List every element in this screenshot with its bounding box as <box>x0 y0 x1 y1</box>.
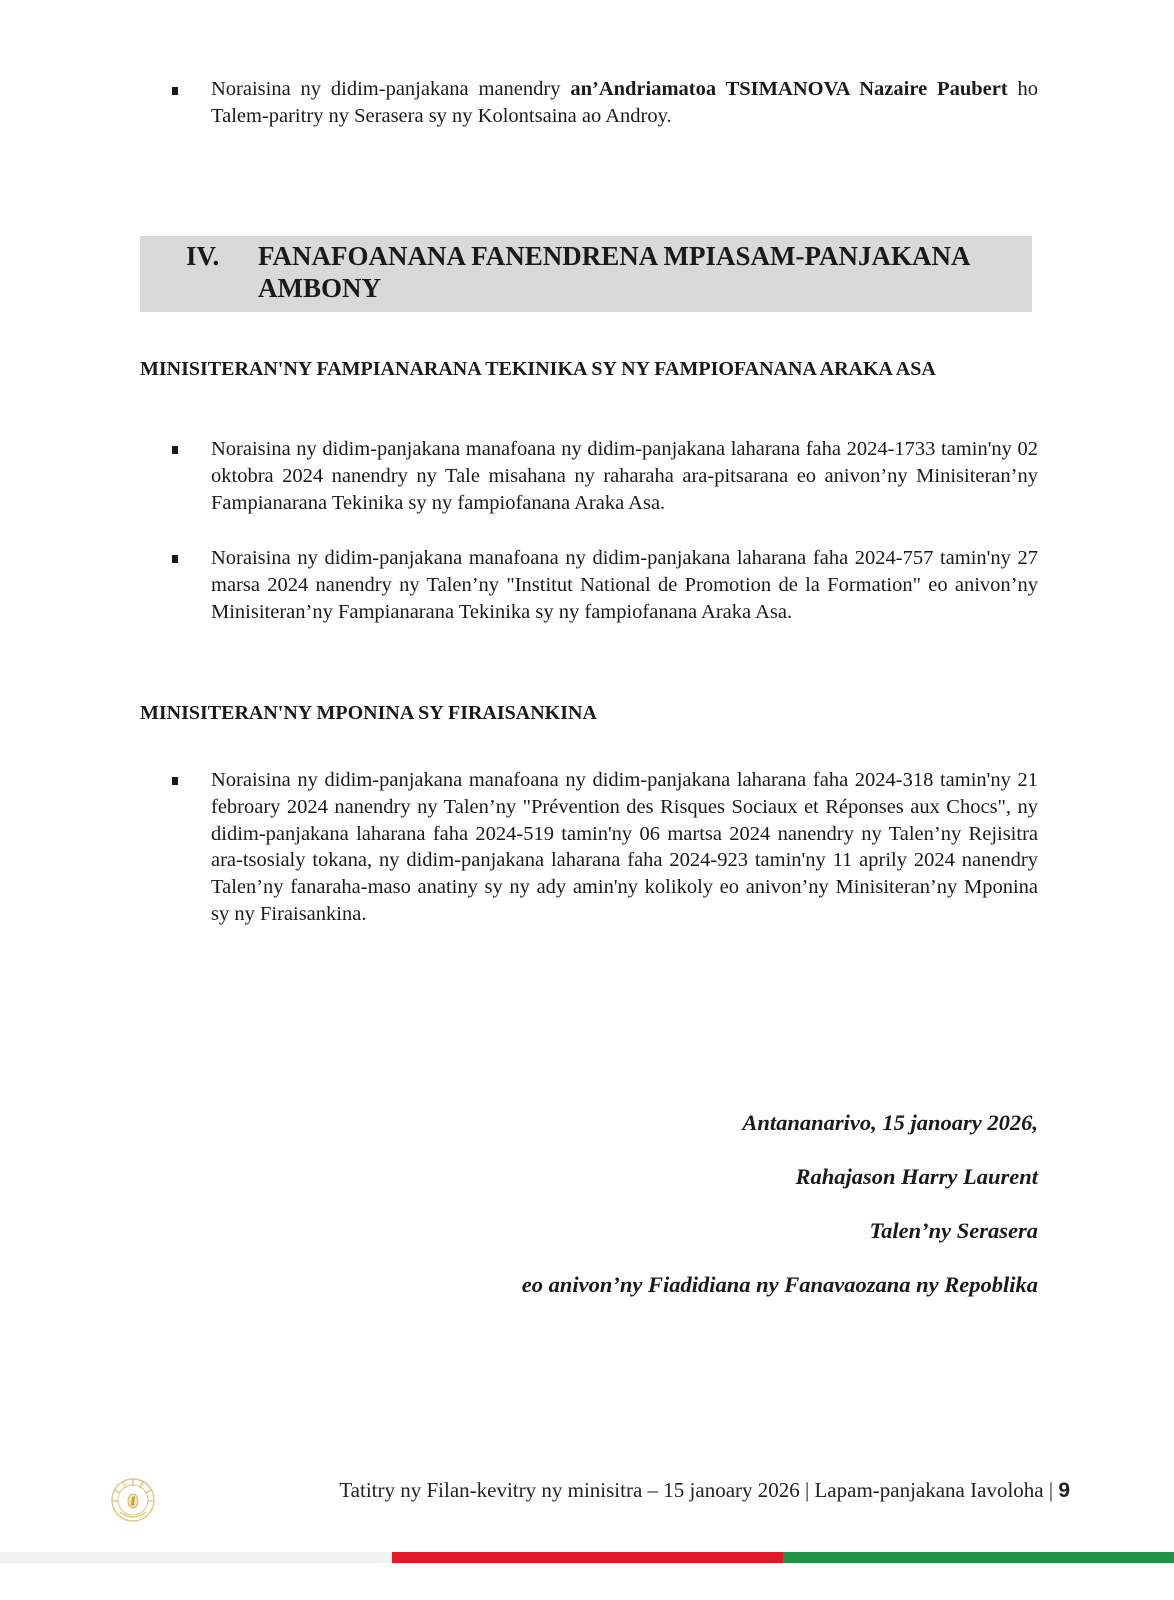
bullet-marker <box>172 87 178 95</box>
signature-title: Talen’ny Serasera <box>869 1218 1038 1243</box>
list-item: Noraisina ny didim-panjakana manafoana ny didim-panjakana laharana faha 2024-1733 tamin'ny 02 oktobra 2024 nanendry ny Tale misahana ny raharaha ara-pitsarana eo anivon’ny Minisiteran’ny Fampianarana Tekinika sy ny fampiofanana Araka Asa. <box>211 438 1038 514</box>
intro-bullet-text <box>211 76 1038 130</box>
appointee-name-part2: Paubert <box>937 78 1008 100</box>
signature-name: Rahajason Harry Laurent <box>795 1164 1038 1189</box>
state-emblem-icon <box>106 1472 160 1528</box>
page-number: 9 <box>1058 1479 1070 1502</box>
flag-stripe-red <box>392 1552 783 1563</box>
bullet-marker <box>172 446 178 454</box>
intro-prefix: Noraisina ny didim-panjakana manendry <box>211 78 571 100</box>
appointee-name-part1: an’Andriamatoa TSIMANOVA Nazaire <box>570 78 928 100</box>
intro-suffix: ho Talem-paritry ny Serasera sy ny Kolontsaina ao Androy. <box>211 78 1039 127</box>
bullet-marker <box>172 777 178 785</box>
bullet-marker <box>172 555 178 563</box>
footer-text <box>339 1477 1070 1504</box>
flag-stripe-green <box>783 1552 1174 1563</box>
ministry-heading: MINISITERAN'NY FAMPIANARANA TEKINIKA SY NY FAMPIOFANANA ARAKA ASA <box>140 358 936 380</box>
footer-caption: Tatitry ny Filan-kevitry ny minisitra – 15 janoary 2026 | Lapam-panjakana Iavoloha | <box>339 1478 1059 1502</box>
signature-office: eo anivon’ny Fiadidiana ny Fanavaozana ny Repoblika <box>521 1272 1038 1297</box>
flag-stripe-white <box>0 1552 392 1563</box>
section-number: IV. <box>186 241 220 271</box>
list-item: Noraisina ny didim-panjakana manafoana ny didim-panjakana laharana faha 2024-318 tamin'ny 21 febroary 2024 nanendry ny Talen’ny "Prévention des Risques Sociaux et Réponses aux Chocs", ny didim-panjakana laharana faha 2024-519 tamin'ny 06 martsa 2024 nanendry ny Talen’ny Rejisitra ara-tsosialy tokana, ny didim-panjakana laharana faha 2024-923 tamin'ny 11 aprily 2024 nanendry Talen’ny fanaraha-maso anatiny sy ny ady amin'ny kolikoly eo anivon’ny Minisiteran’ny Mponina sy ny Firaisankina. <box>211 769 1038 925</box>
signature-place-date: Antananarivo, 15 janoary 2026, <box>742 1110 1038 1135</box>
ministry-heading: MINISITERAN'NY MPONINA SY FIRAISANKINA <box>140 702 597 724</box>
list-item: Noraisina ny didim-panjakana manafoana ny didim-panjakana laharana faha 2024-757 tamin'ny 27 marsa 2024 nanendry ny Talen’ny "Institut National de Promotion de la Formation" eo anivon’ny Minisiteran’ny Fampianarana Tekinika sy ny fampiofanana Araka Asa. <box>211 547 1038 623</box>
section-title: FANAFOANANA FANENDRENA MPIASAM-PANJAKANA AMBONY <box>258 241 969 303</box>
